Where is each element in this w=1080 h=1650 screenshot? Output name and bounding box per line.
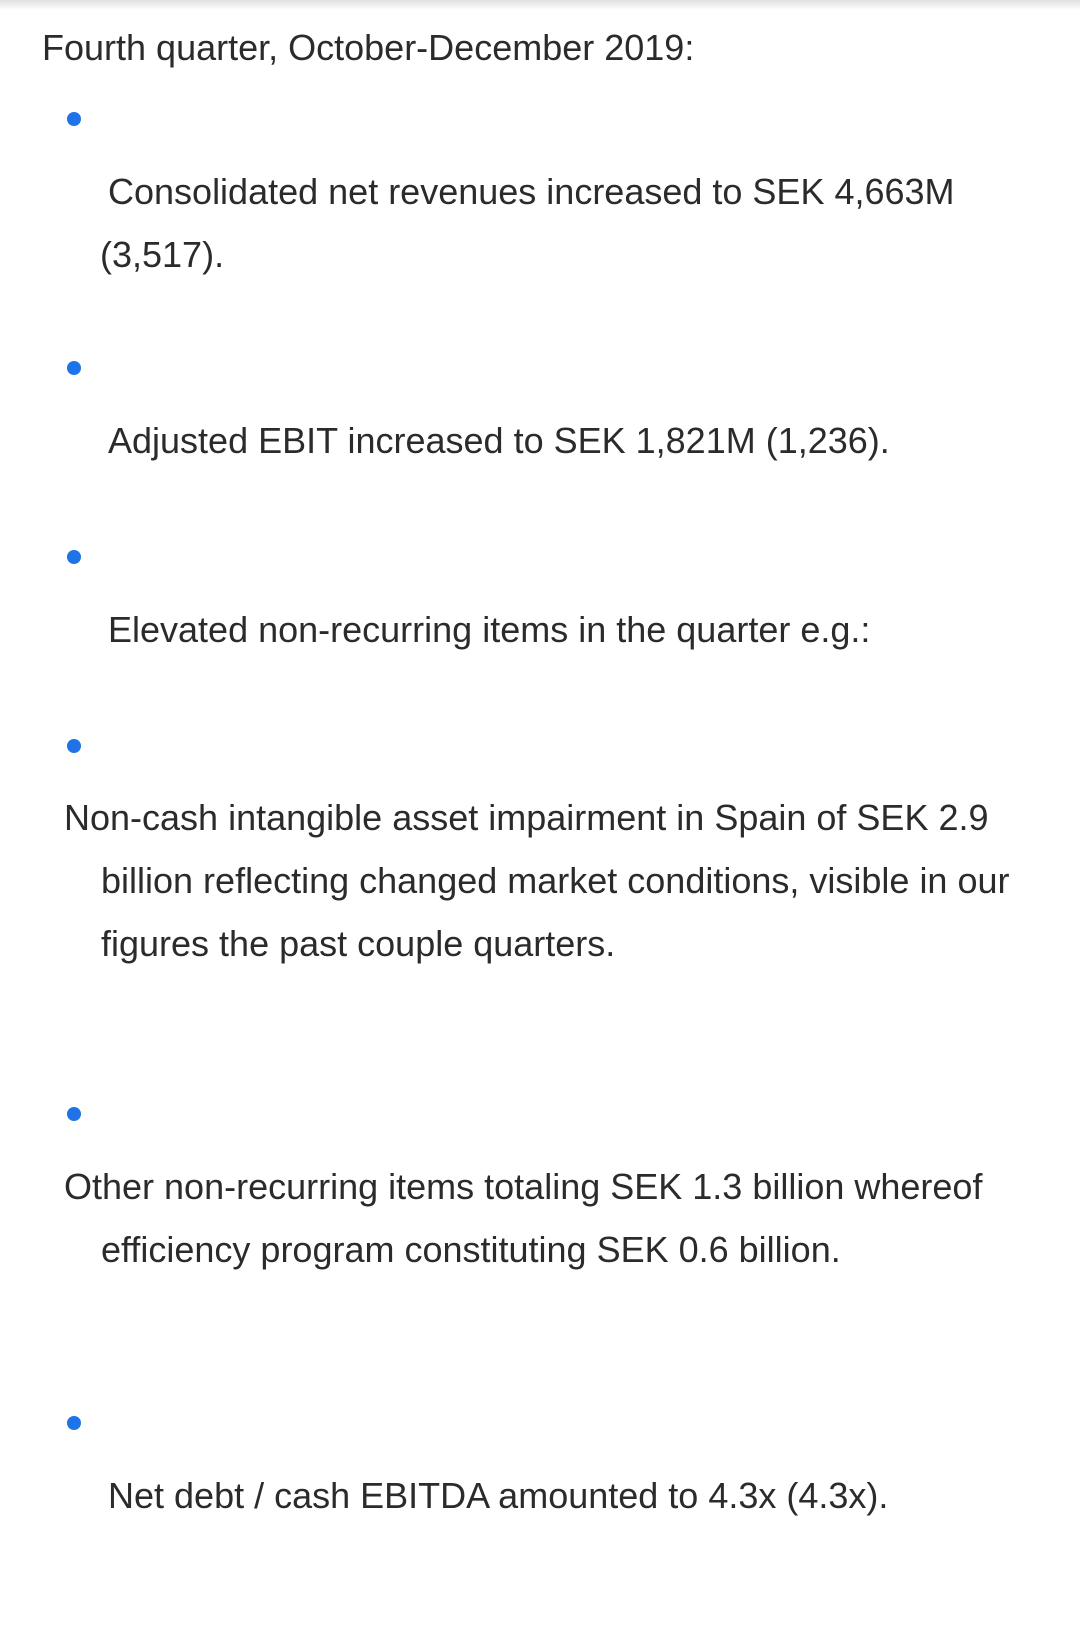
list-item-text: Net debt / cash EBITDA amounted to 4.3x (4.3x). xyxy=(108,1475,889,1516)
bullet-dot-icon xyxy=(67,361,81,375)
top-shadow-divider xyxy=(0,0,1080,10)
bullet-dot-icon xyxy=(67,739,81,753)
bullet-dot-icon xyxy=(67,1416,81,1430)
list-item-text: Elevated non-recurring items in the quarter e.g.: xyxy=(108,609,871,650)
section-heading: Fourth quarter, October-December 2019: xyxy=(42,27,695,68)
list-item-text: Non-cash intangible asset impairment in Spain of SEK 2.9 billion reflecting changed market conditions, visible in our figures the past couple quarters. xyxy=(64,797,1010,964)
bullet-dot-icon xyxy=(67,550,81,564)
bullet-dot-icon xyxy=(67,1107,81,1121)
list-item-text: Adjusted EBIT increased to SEK 1,821M (1,236). xyxy=(108,420,890,461)
bullet-dot-icon xyxy=(67,112,81,126)
list-item-text: Other non-recurring items totaling SEK 1.3 billion whereof efficiency program constituting SEK 0.6 billion. xyxy=(64,1166,983,1270)
list-item-text: Consolidated net revenues increased to SEK 4,663M (3,517). xyxy=(100,171,955,275)
